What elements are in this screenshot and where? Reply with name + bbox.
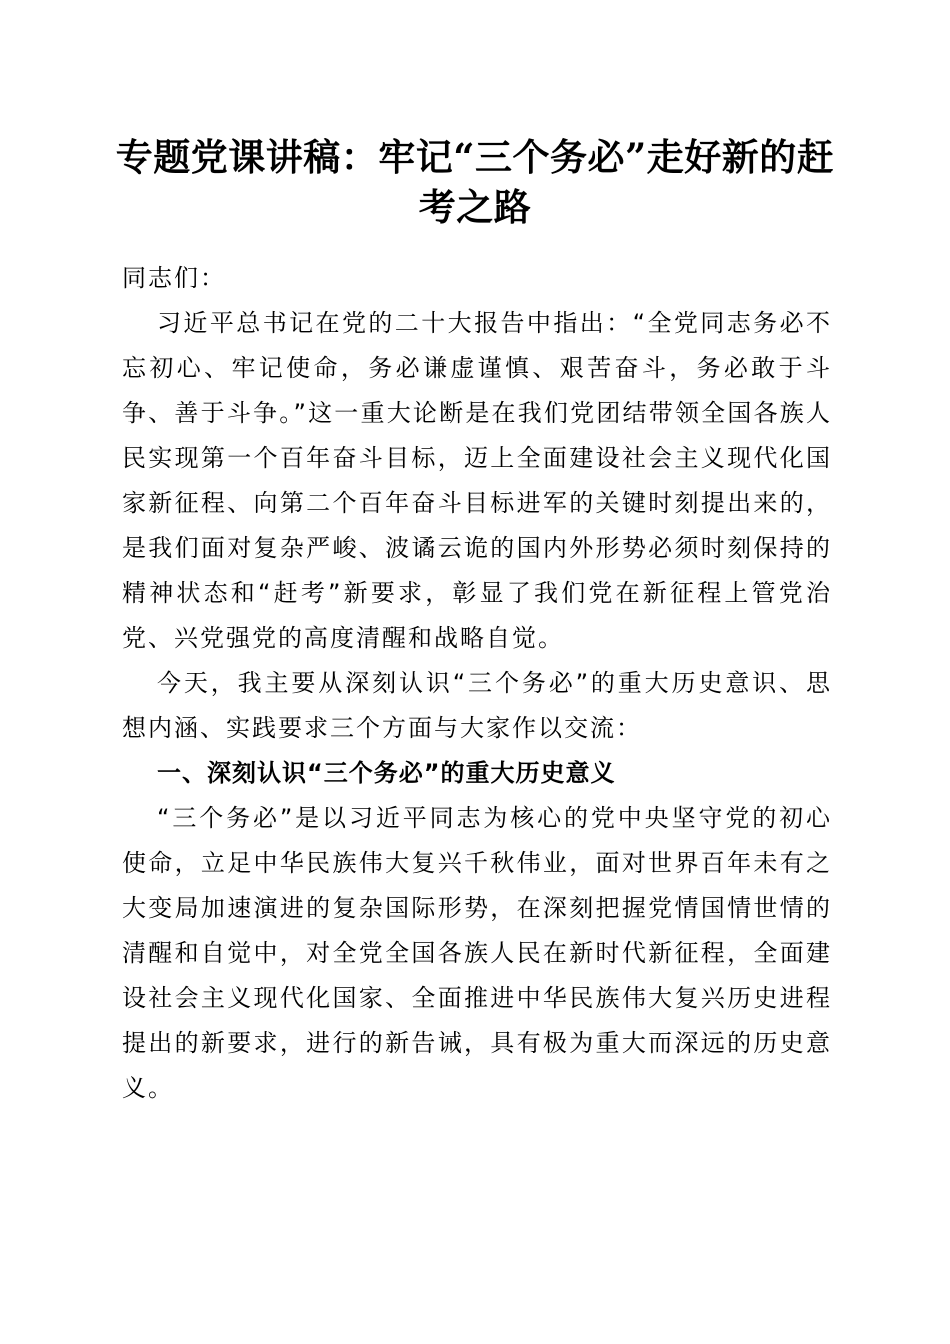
paragraph-outline: 今天，我主要从深刻认识“三个务必”的重大历史意识、思想内涵、实践要求三个方面与大家作以交流： bbox=[122, 669, 832, 742]
section-paragraph: “三个务必”是以习近平同志为核心的党中央坚守党的初心使命，立足中华民族伟大复兴千秋伟业，面对世界百年未有之大变局加速演进的复杂国际形势，在深刻把握党情国情世情的清醒和自觉中，对全党全国各族人民在新时代新征程，全面建设社会主义现代化国家、全面推进中华民族伟大复兴历史进程提出的新要求，进行的新告诫，具有极为重大而深远的历史意义。 bbox=[122, 804, 832, 1102]
salutation: 同志们： bbox=[122, 264, 226, 292]
paragraph-intro: 习近平总书记在党的二十大报告中指出：“全党同志务必不忘初心、牢记使命，务必谦虚谨慎、艰苦奋斗，务必敢于斗争、善于斗争。”这一重大论断是在我们党团结带领全国各族人民实现第一个百年奋斗目标，迈上全面建设社会主义现代化国家新征程、向第二个百年奋斗目标进军的关键时刻提出来的，是我们面对复杂严峻、波谲云诡的国内外形势必须时刻保持的精神状态和“赶考”新要求，彰显了我们党在新征程上管党治党、兴党强党的高度清醒和战略自觉。 bbox=[122, 309, 832, 652]
document-body bbox=[122, 256, 832, 1111]
document-title: 专题党课讲稿：牢记“三个务必”走好新的赶考之路 bbox=[115, 135, 835, 229]
section-heading: 一、深刻认识“三个务必”的重大历史意义 bbox=[157, 759, 616, 787]
